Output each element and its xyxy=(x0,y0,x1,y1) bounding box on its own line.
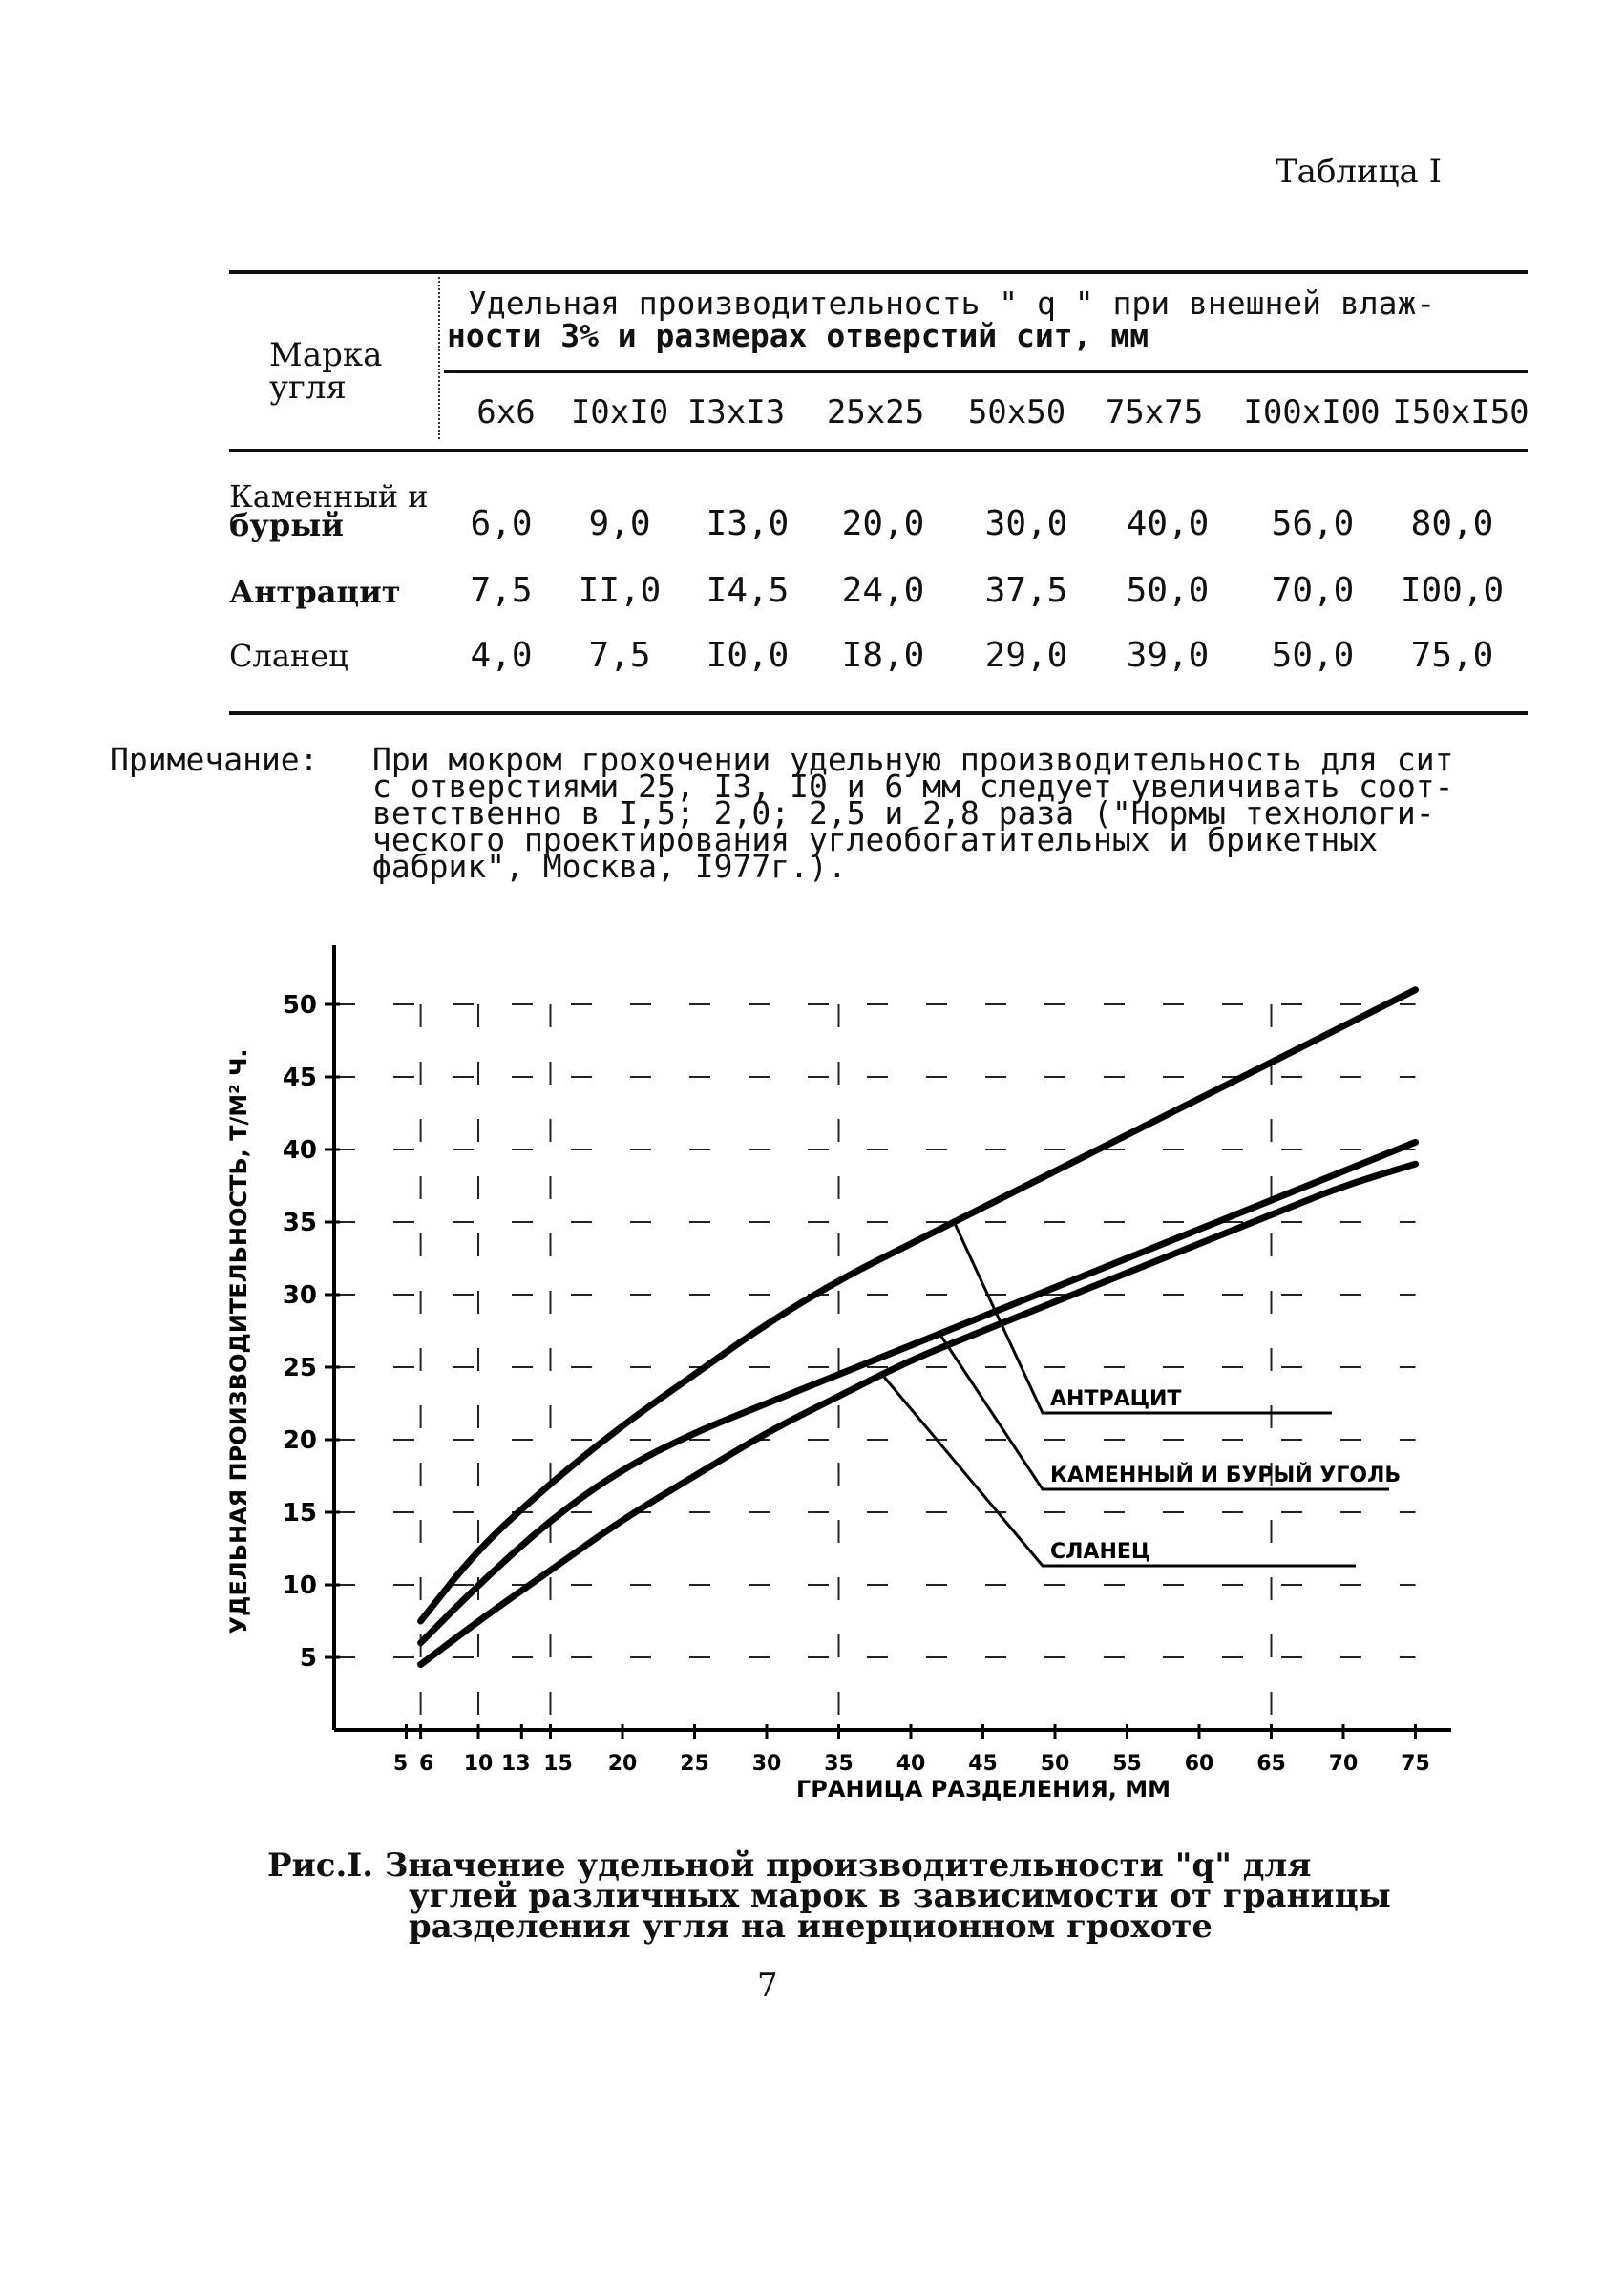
caption-line: Рис.I. Значение удельной производительности "q" для xyxy=(267,1846,1312,1885)
y-tick-label: 40 xyxy=(282,1136,317,1165)
table-cell: I4,5 xyxy=(706,571,790,610)
series-label: КАМЕННЫЙ И БУРЫЙ УГОЛЬ xyxy=(1050,1464,1402,1487)
table-cell: 75,0 xyxy=(1410,636,1494,675)
note-label: Примечание: xyxy=(110,741,319,778)
x-tick-label: 55 xyxy=(1112,1752,1142,1776)
table-cell: I0,0 xyxy=(706,636,790,675)
x-tick-label: 10 xyxy=(463,1752,494,1776)
x-tick-label: 30 xyxy=(751,1752,782,1776)
note-line: ческого проектирования углеобогатительных и брикетных xyxy=(372,821,1378,858)
x-tick-label: 13 xyxy=(500,1752,531,1776)
x-tick-label: 20 xyxy=(607,1752,638,1776)
table-cell: 24,0 xyxy=(841,571,925,610)
caption-line: разделения угля на инерционном грохоте xyxy=(409,1908,1213,1946)
column-header: I3xI3 xyxy=(686,393,786,432)
x-tick-label: 65 xyxy=(1256,1752,1286,1776)
table-cell: 56,0 xyxy=(1271,504,1355,543)
caption-line: углей различных марок в зависимости от границы xyxy=(409,1877,1391,1915)
table-cell: I00,0 xyxy=(1400,571,1505,610)
table-header-line2: ности 3% и размерах отверстий сит, мм xyxy=(447,317,1149,354)
page-number: 7 xyxy=(757,1967,778,2005)
x-tick-label: 15 xyxy=(543,1752,573,1776)
table-cell: 4,0 xyxy=(470,636,533,675)
row-header-line2: угля xyxy=(269,369,347,407)
table-cell: 80,0 xyxy=(1410,504,1494,543)
table-label: Таблица I xyxy=(1276,153,1443,191)
column-header: I50xI50 xyxy=(1392,393,1529,432)
column-header: 50x50 xyxy=(967,393,1066,432)
y-tick-label: 20 xyxy=(282,1426,317,1455)
column-header: 6x6 xyxy=(476,393,536,432)
y-tick-label: 45 xyxy=(282,1064,317,1092)
series-label: АНТРАЦИТ xyxy=(1050,1387,1182,1411)
series-anthracite-line xyxy=(421,990,1416,1621)
table-header-line1: Удельная производительность " q " при внешней влаж- xyxy=(468,285,1436,322)
table-cell: 7,5 xyxy=(588,636,651,675)
table-cell: 6,0 xyxy=(470,504,533,543)
table-cell: II,0 xyxy=(578,571,662,610)
chart-callouts xyxy=(882,1222,1401,1566)
note-line: При мокром грохочении удельную производительность для сит xyxy=(372,741,1454,778)
x-tick-label: 70 xyxy=(1328,1752,1359,1776)
x-tick-label: 35 xyxy=(824,1752,854,1776)
series-label: СЛАНЕЦ xyxy=(1050,1540,1151,1564)
x-tick-label: 5 xyxy=(392,1752,409,1776)
y-tick-label: 5 xyxy=(299,1644,317,1673)
x-tick-label: 50 xyxy=(1040,1752,1070,1776)
column-header: 75x75 xyxy=(1105,393,1204,432)
row-label: Сланец xyxy=(229,638,348,674)
x-tick-label: 6 xyxy=(418,1752,434,1776)
table-cell: 40,0 xyxy=(1126,504,1210,543)
row-label: Антрацит xyxy=(229,574,401,610)
table-cell: 20,0 xyxy=(841,504,925,543)
x-tick-label: 75 xyxy=(1401,1752,1430,1776)
table-cell: I8,0 xyxy=(841,636,925,675)
table-cell: 50,0 xyxy=(1126,571,1210,610)
row-label: бурый xyxy=(229,507,345,543)
y-tick-label: 25 xyxy=(282,1354,317,1382)
table-cell: 9,0 xyxy=(588,504,651,543)
x-tick-label: 25 xyxy=(680,1752,709,1776)
row-header-line1: Марка xyxy=(269,336,383,374)
table-cell: 50,0 xyxy=(1271,636,1355,675)
x-tick-label: 60 xyxy=(1184,1752,1214,1776)
table-cell: 37,5 xyxy=(984,571,1068,610)
table-cell: 29,0 xyxy=(984,636,1068,675)
note-line: фабрик", Москва, I977г.). xyxy=(372,848,847,885)
x-axis-label: ГРАНИЦА РАЗДЕЛЕНИЯ, ММ xyxy=(795,1776,1171,1803)
x-tick-label: 45 xyxy=(968,1752,998,1776)
x-tick-label: 40 xyxy=(896,1752,926,1776)
table-cell: 30,0 xyxy=(984,504,1068,543)
table-cell: I3,0 xyxy=(706,504,790,543)
y-axis-label: УДЕЛЬНАЯ ПРОИЗВОДИТЕЛЬНОСТЬ, Т/М² Ч. xyxy=(225,1048,252,1634)
column-header: I00xI00 xyxy=(1243,393,1381,432)
column-header: 25x25 xyxy=(826,393,925,432)
y-tick-label: 35 xyxy=(282,1209,317,1237)
y-tick-label: 15 xyxy=(282,1499,317,1528)
chart-series xyxy=(421,990,1416,1665)
column-header: I0xI0 xyxy=(570,393,669,432)
chart-grid xyxy=(334,1004,1416,1730)
y-tick-label: 10 xyxy=(282,1571,317,1600)
y-tick-label: 30 xyxy=(282,1281,317,1310)
y-tick-label: 50 xyxy=(282,991,317,1020)
table-cell: 7,5 xyxy=(470,571,533,610)
note-line: с отверстиями 25, I3, I0 и 6 мм следует увеличивать соот- xyxy=(372,768,1454,805)
note-line: ветственно в I,5; 2,0; 2,5 и 2,8 раза ("Нормы технологи- xyxy=(372,794,1435,832)
row-label: Каменный и xyxy=(229,478,429,515)
table-cell: 39,0 xyxy=(1126,636,1210,675)
table-cell: 70,0 xyxy=(1271,571,1355,610)
